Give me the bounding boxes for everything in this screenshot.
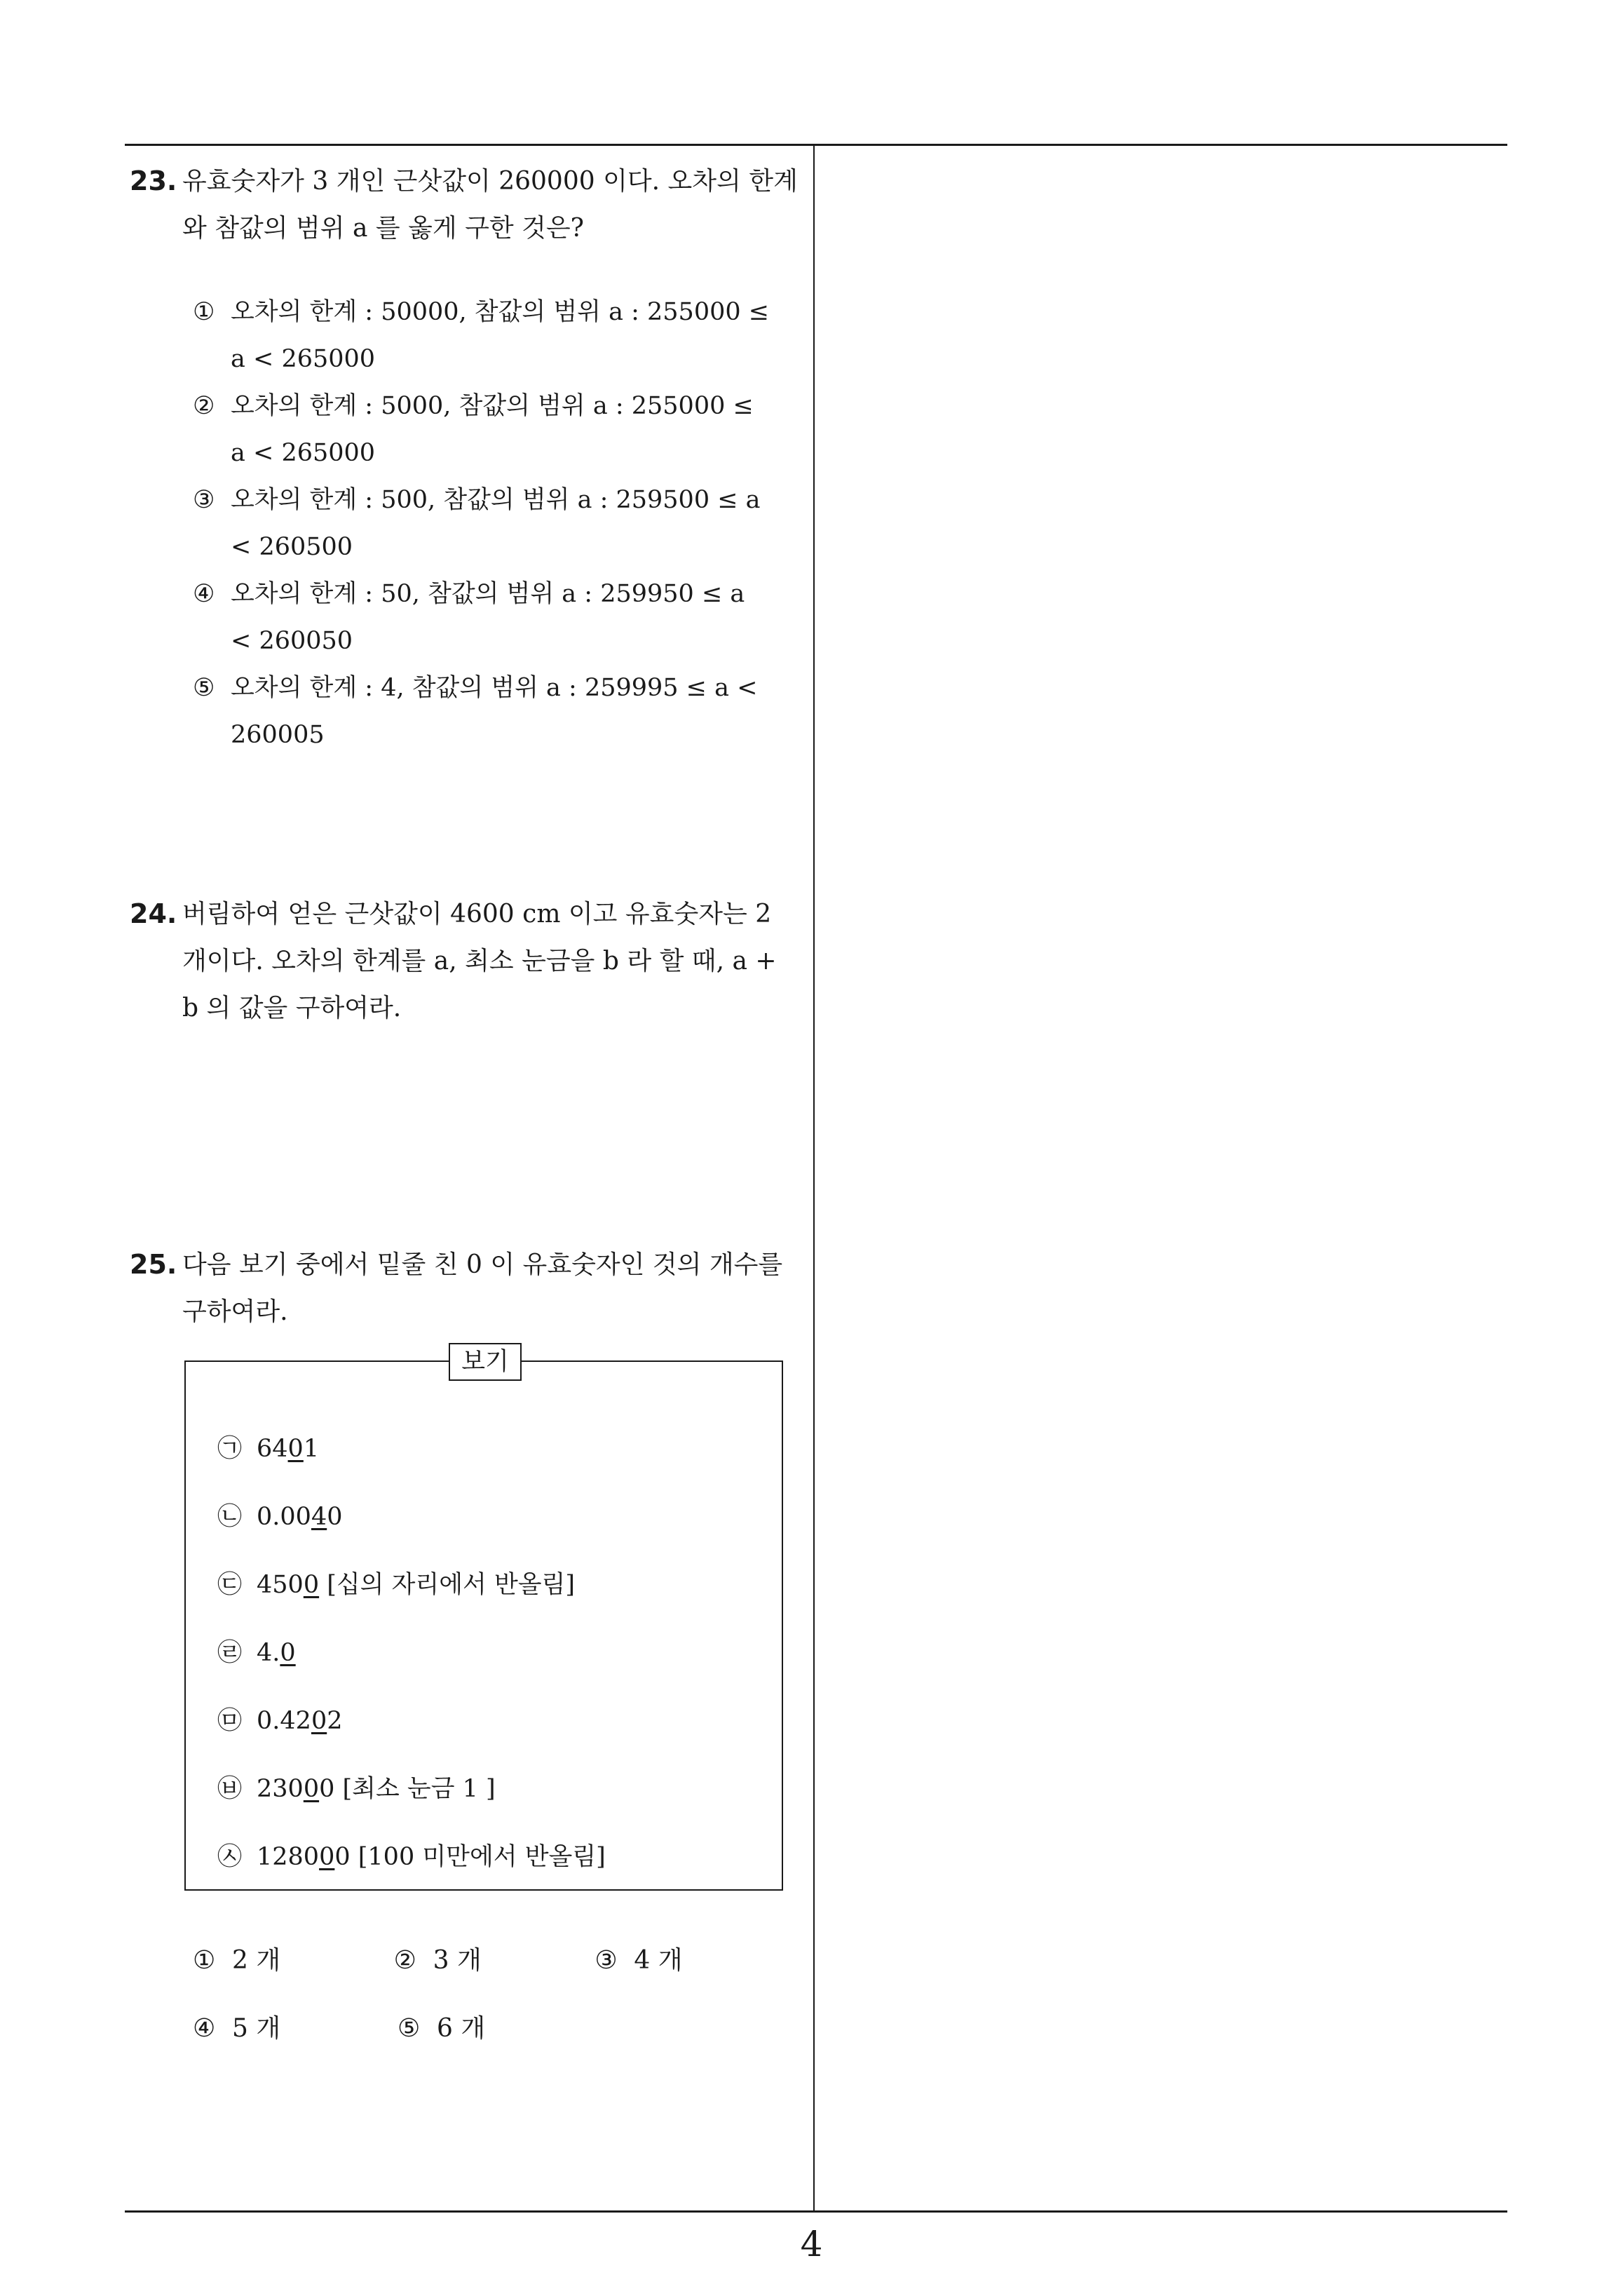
bogi-title: 보기 xyxy=(449,1343,522,1381)
question-number: 24. xyxy=(130,898,177,929)
bogi-value xyxy=(257,1687,343,1755)
bogi-list xyxy=(217,1415,764,1891)
bogi-value-post: 0 [최소 눈금 1 ] xyxy=(319,1775,496,1803)
option-4[interactable] xyxy=(193,571,929,665)
bogi-value-pre: 64 xyxy=(257,1435,288,1463)
option-mark: ② xyxy=(193,392,215,420)
question-23 xyxy=(130,158,803,759)
bogi-mark: ㉠ xyxy=(217,1435,243,1463)
choice-mark: ① xyxy=(193,1946,216,1975)
bogi-value-post: 0 xyxy=(327,1503,343,1531)
choice-text: 2 개 xyxy=(232,1946,281,1975)
choice-mark: ④ xyxy=(193,2014,216,2043)
bogi-item xyxy=(217,1483,764,1551)
bogi-value-post: 1 xyxy=(303,1435,320,1463)
underlined-digit: 0 xyxy=(303,1571,320,1599)
option-2[interactable] xyxy=(193,383,929,477)
bogi-mark: ㉥ xyxy=(217,1775,243,1803)
choice-text: 3 개 xyxy=(433,1946,482,1975)
bogi-value-pre: 0.00 xyxy=(257,1503,311,1531)
bogi-value-post: 0 [100 미만에서 반올림] xyxy=(334,1843,606,1871)
bogi-item xyxy=(217,1755,764,1823)
bogi-mark: ㉦ xyxy=(217,1843,243,1871)
underlined-digit: 0 xyxy=(319,1843,335,1871)
option-text: 오차의 한계 : 500, 참값의 범위 a : 259500 ≤ a < 260500 xyxy=(231,486,761,561)
bogi-value xyxy=(257,1483,343,1551)
bogi-value-post: 2 xyxy=(327,1707,343,1735)
bogi-item xyxy=(217,1619,764,1687)
bogi-value-pre: 4. xyxy=(257,1639,280,1667)
underlined-digit: 0 xyxy=(287,1435,304,1463)
choice-row xyxy=(193,1937,796,2005)
option-text: 오차의 한계 : 50, 참값의 범위 a : 259950 ≤ a < 260050 xyxy=(231,580,745,655)
option-3[interactable] xyxy=(193,477,929,571)
option-mark: ③ xyxy=(193,486,215,514)
bogi-item xyxy=(217,1823,764,1891)
choice-text: 5 개 xyxy=(232,2014,281,2043)
underlined-digit: 0 xyxy=(280,1639,296,1667)
bogi-value xyxy=(257,1415,319,1483)
option-mark: ④ xyxy=(193,580,215,608)
option-mark: ① xyxy=(193,298,215,326)
bogi-value-pre: 450 xyxy=(257,1571,304,1599)
choice-1[interactable] xyxy=(193,1937,394,2005)
underlined-digit: 0 xyxy=(303,1775,320,1803)
option-1[interactable] xyxy=(193,289,929,383)
question-text: 유효숫자가 3 개인 근삿값이 260000 이다. 오차의 한계와 참값의 범위 a 를 옳게 구한 것은? xyxy=(182,167,798,243)
choice-row xyxy=(193,2005,796,2073)
bogi-item xyxy=(217,1551,764,1619)
bottom-rule xyxy=(125,2210,1507,2213)
bogi-value xyxy=(257,1823,606,1891)
question-text: 버림하여 얻은 근삿값이 4600 cm 이고 유효숫자는 2 개이다. 오차의 한계를 a, 최소 눈금을 b 라 할 때, a + b 의 값을 구하여라. xyxy=(182,900,777,1022)
option-text: 오차의 한계 : 5000, 참값의 범위 a : 255000 ≤ a < 265000 xyxy=(231,392,754,467)
option-text: 오차의 한계 : 4, 참값의 범위 a : 259995 ≤ a < 260005 xyxy=(231,674,758,749)
choice-mark: ② xyxy=(393,1946,416,1975)
bogi-mark: ㉢ xyxy=(217,1571,243,1599)
bogi-mark: ㉣ xyxy=(217,1639,243,1667)
choice-5[interactable] xyxy=(398,2005,602,2073)
choice-4[interactable] xyxy=(193,2005,398,2073)
question-25 xyxy=(130,1241,803,1335)
bogi-value-post: [십의 자리에서 반올림] xyxy=(319,1571,576,1599)
bogi-mark: ㉤ xyxy=(217,1707,243,1735)
question-number: 25. xyxy=(130,1249,177,1280)
bogi-value xyxy=(257,1619,296,1687)
bogi-value-pre: 0.42 xyxy=(257,1707,311,1735)
top-rule xyxy=(125,144,1507,146)
choice-mark: ③ xyxy=(595,1946,618,1975)
bogi-item xyxy=(217,1687,764,1755)
underlined-digit: 0 xyxy=(311,1707,327,1735)
choice-text: 4 개 xyxy=(634,1946,683,1975)
bogi-value xyxy=(257,1755,496,1823)
question-number: 23. xyxy=(130,166,177,196)
bogi-value-pre: 1280 xyxy=(257,1843,320,1871)
choice-text: 6 개 xyxy=(437,2014,486,2043)
answer-options xyxy=(193,289,929,759)
bogi-mark: ㉡ xyxy=(217,1503,243,1531)
bogi-value-pre: 230 xyxy=(257,1775,304,1803)
option-mark: ⑤ xyxy=(193,674,215,702)
choice-2[interactable] xyxy=(394,1937,595,2005)
choice-mark: ⑤ xyxy=(398,2014,421,2043)
bogi-item xyxy=(217,1415,764,1483)
choice-3[interactable] xyxy=(595,1937,796,2005)
question-text: 다음 보기 중에서 밑줄 친 0 이 유효숫자인 것의 개수를 구하여라. xyxy=(182,1250,783,1326)
option-5[interactable] xyxy=(193,665,929,759)
page-number: 4 xyxy=(800,2224,823,2264)
answer-choices xyxy=(193,1937,796,2073)
bogi-value xyxy=(257,1551,575,1619)
question-24 xyxy=(130,891,803,1032)
underlined-digit: 4 xyxy=(311,1503,327,1531)
option-text: 오차의 한계 : 50000, 참값의 범위 a : 255000 ≤ a < 265000 xyxy=(231,298,770,373)
